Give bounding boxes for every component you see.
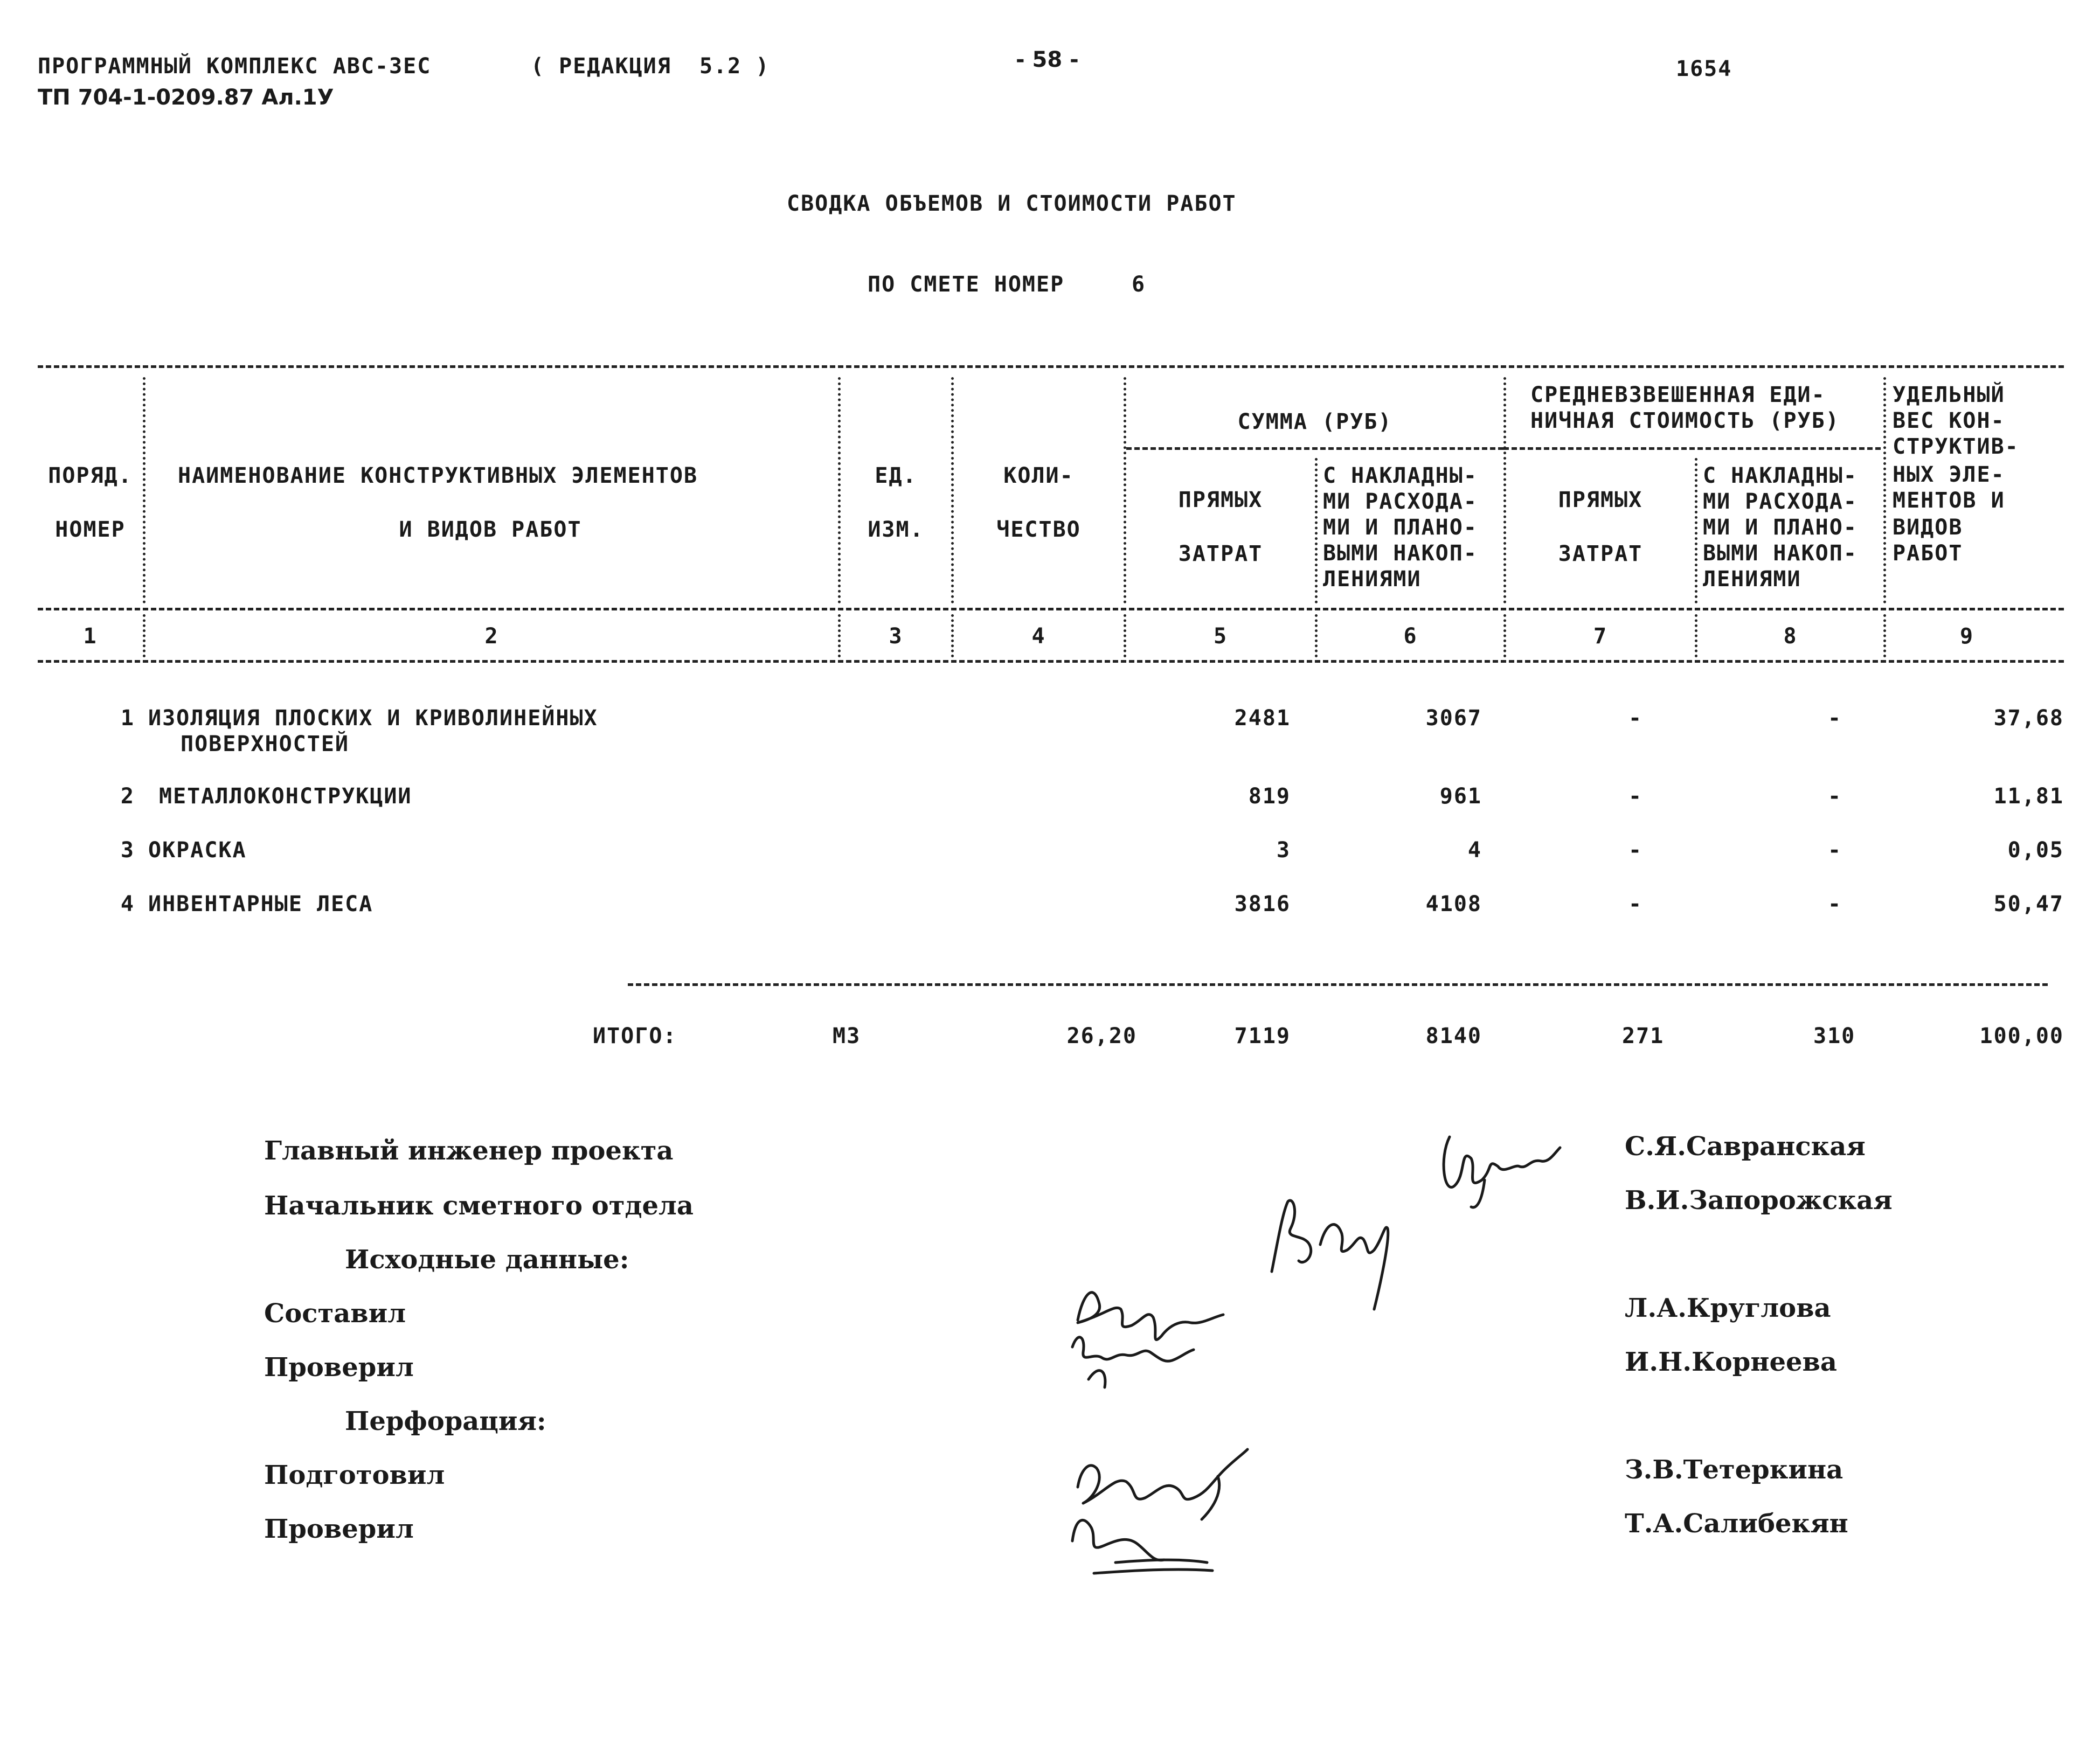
header-avg-overhead-line4: ВЫМИ НАКОП- (1703, 541, 1858, 566)
total-share: 100,00 (1979, 1024, 2064, 1048)
total-avg-overhead: 310 (1813, 1024, 1856, 1048)
header-col1-line1: ПОРЯД. (48, 463, 133, 488)
header-sum-overhead-line4: ВЫМИ НАКОП- (1323, 541, 1478, 566)
row-sum-overhead: 4 (1467, 838, 1482, 863)
column-number-4: 4 (1031, 624, 1046, 649)
header-col9-line7: РАБОТ (1893, 541, 1963, 566)
column-number-1: 1 (83, 624, 98, 649)
header-sum-group: СУММА (РУБ) (1237, 409, 1392, 434)
column-number-5: 5 (1213, 624, 1228, 649)
program-name: ПРОГРАММНЫЙ КОМПЛЕКС АВС-ЗЕС (38, 54, 432, 79)
row-avg-overhead: - (1827, 892, 1842, 916)
name-chief-engineer: С.Я.Савранская (1625, 1131, 1866, 1162)
column-number-9: 9 (1959, 624, 1974, 649)
row-avg-direct: - (1628, 892, 1643, 916)
total-sum-direct: 7119 (1234, 1024, 1291, 1048)
column-numbers-border (38, 660, 2064, 663)
header-col2-line2: И ВИДОВ РАБОТ (399, 517, 582, 542)
col-sep-5 (1315, 458, 1318, 603)
column-number-3: 3 (889, 624, 903, 649)
col-sep-1 (143, 377, 145, 603)
edition-label: ( РЕДАКЦИЯ 5.2 ) (531, 54, 770, 79)
row-share: 50,47 (1993, 892, 2064, 916)
avg-group-divider (1503, 447, 1881, 450)
row-name: ИНВЕНТАРНЫЕ ЛЕСА (148, 892, 373, 916)
name-checked-1: И.Н.Корнеева (1625, 1347, 1838, 1377)
role-head-estimating: Начальник сметного отдела (264, 1191, 694, 1221)
header-avg-direct-line2: ЗАТРАТ (1558, 541, 1643, 566)
name-prepared: З.В.Тетеркина (1625, 1455, 1843, 1485)
row-sum-overhead: 3067 (1425, 706, 1482, 731)
total-avg-direct: 271 (1622, 1024, 1665, 1048)
row-avg-overhead: - (1827, 706, 1842, 731)
header-avg-direct-line1: ПРЯМЫХ (1558, 488, 1643, 512)
role-checked-1: Проверил (264, 1352, 414, 1383)
role-checked-2: Проверил (264, 1514, 414, 1544)
header-col3-line2: ИЗМ. (868, 517, 924, 542)
header-avg-group-line2: НИЧНАЯ СТОИМОСТЬ (РУБ) (1530, 408, 1840, 433)
name-compiled: Л.А.Круглова (1625, 1293, 1831, 1323)
row-number: 3 (120, 838, 135, 863)
col-sep-3 (951, 377, 954, 603)
signature-compiled-icon (1056, 1272, 1239, 1395)
header-col1-line2: НОМЕР (55, 517, 126, 542)
row-sum-overhead: 4108 (1425, 892, 1482, 916)
header-sum-overhead-line1: С НАКЛАДНЫ- (1323, 463, 1478, 488)
signature-chief-engineer-icon (1433, 1115, 1563, 1212)
section-perforation: Перфорация: (345, 1406, 546, 1436)
row-share: 0,05 (2007, 838, 2064, 863)
header-bottom-border (38, 608, 2064, 610)
total-separator (628, 983, 2048, 986)
name-head-estimating: В.И.Запорожская (1625, 1185, 1893, 1216)
row-share: 11,81 (1993, 784, 2064, 809)
row-avg-overhead: - (1827, 784, 1842, 809)
header-col9-line2: ВЕС КОН- (1893, 408, 2005, 433)
row-avg-direct: - (1628, 838, 1643, 863)
header-col2-line1: НАИМЕНОВАНИЕ КОНСТРУКТИВНЫХ ЭЛЕМЕНТОВ (178, 463, 698, 488)
sum-group-divider (1126, 447, 1503, 450)
total-sum-overhead: 8140 (1425, 1024, 1482, 1048)
row-number: 1 (120, 706, 135, 731)
column-number-8: 8 (1783, 624, 1798, 649)
col-sep-7 (1695, 458, 1697, 603)
row-name-cont: ПОВЕРХНОСТЕЙ (181, 732, 349, 756)
row-name: ИЗОЛЯЦИЯ ПЛОСКИХ И КРИВОЛИНЕЙНЫХ (148, 706, 598, 731)
col-sep-2 (838, 377, 841, 603)
total-label: ИТОГО: (593, 1024, 677, 1048)
header-avg-overhead-line5: ЛЕНИЯМИ (1703, 567, 1801, 592)
col-sep-8 (1883, 377, 1886, 603)
section-source-data: Исходные данные: (345, 1245, 629, 1275)
estimate-label: ПО СМЕТЕ НОМЕР (868, 272, 1065, 297)
column-number-2: 2 (484, 624, 499, 649)
header-col9-line6: ВИДОВ (1893, 515, 1963, 540)
signature-head-estimating-icon (1261, 1180, 1412, 1320)
document-title: СВОДКА ОБЪЕМОВ И СТОИМОСТИ РАБОТ (787, 191, 1237, 216)
row-sum-overhead: 961 (1439, 784, 1482, 809)
row-avg-direct: - (1628, 784, 1643, 809)
table-top-border (38, 365, 2064, 368)
total-unit: М3 (833, 1024, 861, 1048)
header-avg-group-line1: СРЕДНЕВЗВЕШЕННАЯ ЕДИ- (1530, 383, 1826, 407)
row-sum-direct: 819 (1248, 784, 1291, 809)
total-qty: 26,20 (1066, 1024, 1137, 1048)
header-sum-overhead-line5: ЛЕНИЯМИ (1323, 567, 1422, 592)
row-sum-direct: 3816 (1234, 892, 1291, 916)
row-name: МЕТАЛЛОКОНСТРУКЦИИ (159, 784, 412, 809)
row-avg-direct: - (1628, 706, 1643, 731)
sheet-number: 1654 (1676, 57, 1732, 81)
row-name: ОКРАСКА (148, 838, 247, 863)
header-col9-line1: УДЕЛЬНЫЙ (1893, 383, 2005, 407)
row-avg-overhead: - (1827, 838, 1842, 863)
row-number: 4 (120, 892, 135, 916)
header-avg-overhead-line2: МИ РАСХОДА- (1703, 489, 1858, 514)
page-marker: - 58 - (1016, 47, 1079, 72)
header-col3-line1: ЕД. (875, 463, 917, 488)
role-compiled: Составил (264, 1298, 406, 1329)
header-col9-line3: СТРУКТИВ- (1893, 434, 2019, 459)
name-checked-2: Т.А.Салибекян (1625, 1509, 1848, 1539)
row-sum-direct: 2481 (1234, 706, 1291, 731)
column-number-6: 6 (1403, 624, 1418, 649)
header-col9-line4: НЫХ ЭЛЕ- (1893, 462, 2005, 487)
column-number-7: 7 (1593, 624, 1608, 649)
header-col4-line2: ЧЕСТВО (996, 517, 1081, 542)
header-sum-overhead-line2: МИ РАСХОДА- (1323, 489, 1478, 514)
header-sum-direct-line2: ЗАТРАТ (1178, 541, 1263, 566)
row-share: 37,68 (1993, 706, 2064, 731)
row-sum-direct: 3 (1276, 838, 1291, 863)
header-col9-line5: МЕНТОВ И (1893, 488, 2005, 513)
header-col4-line1: КОЛИ- (1003, 463, 1074, 488)
estimate-number: 6 (1132, 272, 1146, 297)
header-avg-overhead-line1: С НАКЛАДНЫ- (1703, 463, 1858, 488)
project-code: ТП 704-1-0209.87 Ал.1У (38, 85, 334, 110)
header-sum-direct-line1: ПРЯМЫХ (1178, 488, 1263, 512)
role-chief-engineer: Главный инженер проекта (264, 1136, 674, 1166)
row-number: 2 (120, 784, 135, 809)
signature-prepared-icon (1051, 1439, 1277, 1600)
header-sum-overhead-line3: МИ И ПЛАНО- (1323, 515, 1478, 540)
role-prepared: Подготовил (264, 1460, 445, 1490)
header-avg-overhead-line3: МИ И ПЛАНО- (1703, 515, 1858, 540)
